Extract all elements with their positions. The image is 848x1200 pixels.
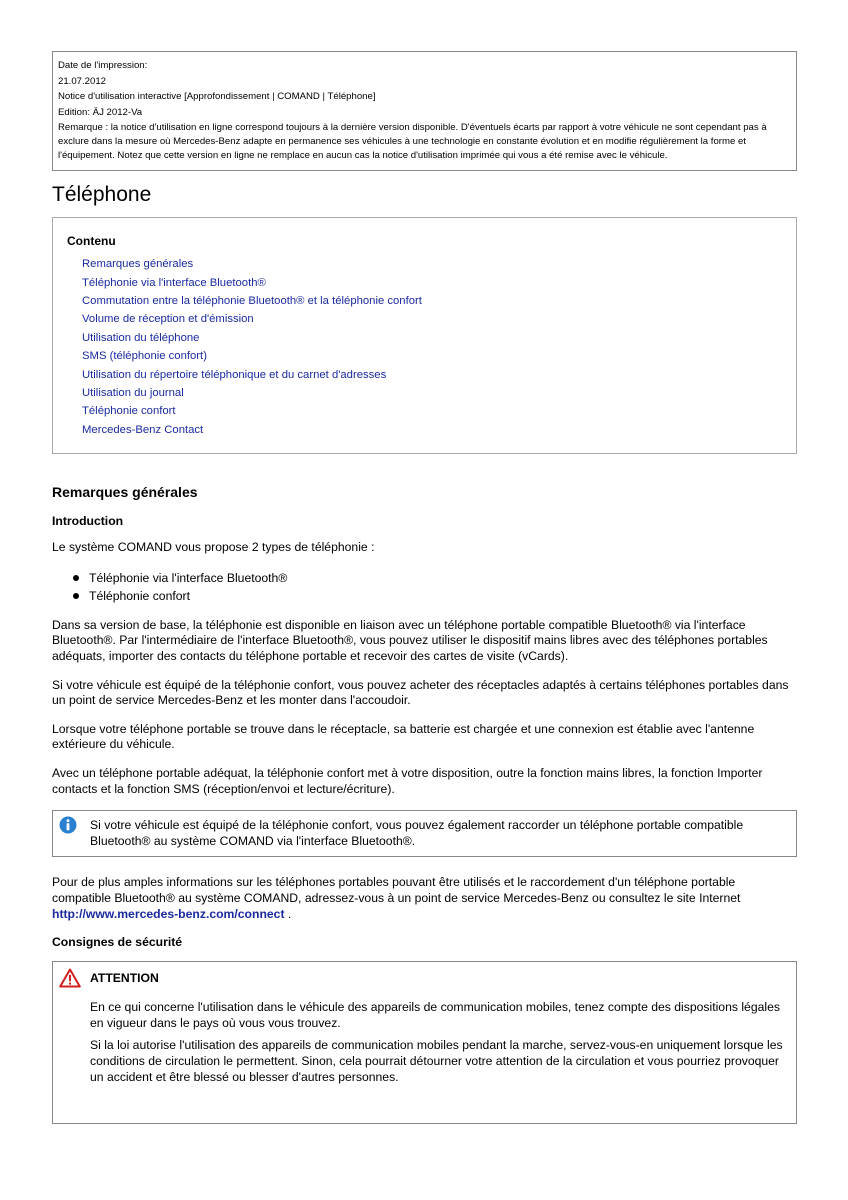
toc-link-remarques[interactable]: Remarques générales [82, 258, 194, 271]
warning-triangle-icon [59, 968, 81, 988]
print-info-box [52, 51, 797, 171]
table-of-contents [52, 217, 797, 454]
connect-link[interactable]: http://www.mercedes-benz.com/connect [52, 906, 285, 921]
toc-link-repertoire[interactable]: Utilisation du répertoire téléphonique et du carnet d'adresses [82, 368, 387, 381]
toc-link-bluetooth[interactable]: Téléphonie via l'interface Bluetooth® [82, 276, 266, 289]
intro-text: Le système COMAND vous propose 2 types de téléphonie : [52, 540, 375, 555]
toc-link-confort[interactable]: Téléphonie confort [82, 405, 176, 418]
intro-heading: Introduction [52, 514, 124, 529]
print-date: 21.07.2012 [58, 75, 107, 87]
page [52, 51, 797, 1124]
toc-link-contact[interactable]: Mercedes-Benz Contact [82, 423, 204, 436]
warning-text-2: Si la loi autorise l'utilisation des appareils de communication mobiles pendant la marche, servez-vous-en uniquement lorsque les conditions de circulation le permettent. Sinon, cela pourrait détourner votre attention de la circulation et vous pourriez provoquer un accident et être blessé ou blesser d'autres personnes. [90, 1038, 783, 1084]
info-note-text: Si votre véhicule est équipé de la téléphonie confort, vous pouvez également raccorder un téléphone portable compatible Bluetooth® au système COMAND via l'interface Bluetooth®. [90, 818, 744, 848]
telephony-types-list [52, 569, 797, 606]
print-edition: Edition: ÄJ 2012-Va [58, 106, 143, 118]
paragraph-base-version: Dans sa version de base, la téléphonie est disponible en liaison avec un téléphone portable compatible Bluetooth® via l'interface Bluetooth®. Par l'intermédiaire de l'interface Bluetooth®, vous pouvez utiliser le dispositif mains libres avec des téléphones portables adéquats, importer des contacts du téléphone portable et recevoir des cartes de visite (vCards). [52, 617, 768, 663]
print-remark: Remarque : la notice d'utilisation en ligne correspond toujours à la dernière version disponible. D'éventuels écarts par rapport à votre véhicule ne sont cependant pas à exclure dans la mesure où Mercedes-Benz adapte en permanence ses véhicules à une technologie en constante évolution et en modifie régulièrement la forme et l'équipement. Notez que cette version en ligne ne remplace en aucun cas la notice d'utilisation imprimée qui vous a été remise avec le véhicule. [58, 122, 767, 161]
more-info-text: Pour de plus amples informations sur les téléphones portables pouvant être utilisés et le raccordement d'un téléphone portable compatible Bluetooth® au système COMAND, adressez-vous à un point de service Mercedes-Benz ou consultez le site Internet [52, 875, 741, 905]
paragraph-more-info [52, 875, 797, 922]
section-title: Remarques générales [52, 484, 198, 501]
safety-heading: Consignes de sécurité [52, 935, 183, 950]
info-note-box [52, 810, 797, 857]
toc-link-utilisation[interactable]: Utilisation du téléphone [82, 331, 200, 344]
paragraph-functions: Avec un téléphone portable adéquat, la téléphonie confort met à votre disposition, outre la fonction mains libres, la fonction Importer contacts et la fonction SMS (réception/envoi et lecture/écriture). [52, 765, 763, 796]
warning-label: ATTENTION [90, 971, 159, 986]
more-info-end: . [284, 906, 292, 921]
paragraph-receptacle: Lorsque votre téléphone portable se trouve dans le réceptacle, sa batterie est chargée et une connexion est établie avec l'antenne extérieure du véhicule. [52, 721, 755, 752]
toc-list [67, 255, 782, 439]
toc-link-journal[interactable]: Utilisation du journal [82, 387, 184, 399]
print-date-label: Date de l'impression: [58, 60, 148, 71]
list-item: Téléphonie confort [89, 587, 797, 606]
paragraph-confort: Si votre véhicule est équipé de la téléphonie confort, vous pouvez acheter des réceptacles adaptés à certains téléphones portables dans un point de service Mercedes-Benz et les monter dans l'accoudoir. [52, 677, 789, 708]
page-title: Téléphone [52, 183, 152, 207]
warning-box [52, 961, 797, 1124]
toc-link-commutation[interactable]: Commutation entre la téléphonie Bluetooth® et la téléphonie confort [82, 294, 422, 307]
toc-link-volume[interactable]: Volume de réception et d'émission [82, 313, 254, 326]
list-item: Téléphonie via l'interface Bluetooth® [89, 569, 797, 588]
toc-heading: Contenu [67, 234, 116, 249]
warning-text-1: En ce qui concerne l'utilisation dans le véhicule des appareils de communication mobiles, tenez compte des dispositions légales en vigueur dans le pays où vous vous trouvez. [90, 1000, 780, 1030]
print-notice: Notice d'utilisation interactive [Approfondissement | COMAND | Téléphone] [58, 91, 376, 103]
info-icon [59, 816, 77, 834]
toc-link-sms[interactable]: SMS (téléphonie confort) [82, 350, 207, 363]
